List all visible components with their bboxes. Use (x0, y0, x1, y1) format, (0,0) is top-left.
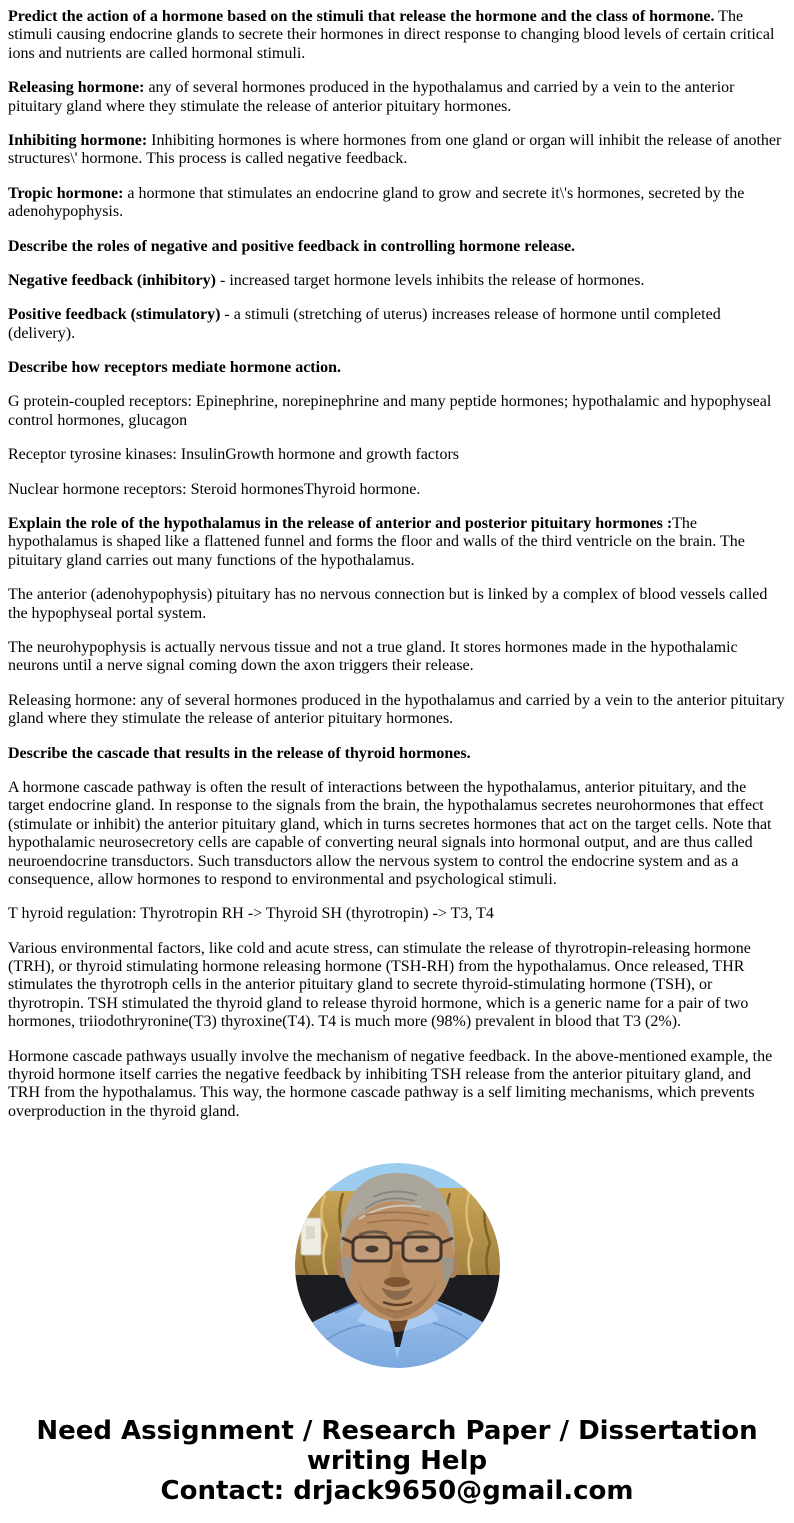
paragraph-text: Receptor tyrosine kinases: InsulinGrowth hormone and growth factors (8, 446, 460, 464)
paragraph-text: any of several hormones produced in the hypothalamus and carried by a vein to the anterior pituitary gland where they stimulate the release of anterior pituitary hormones. (8, 79, 735, 115)
paragraph-text: - a stimuli (stretching of uterus) increases release of hormone until completed (delivery). (8, 306, 721, 342)
paragraph (8, 393, 786, 430)
paragraph-lead: Releasing hormone: (8, 79, 145, 97)
paragraph (8, 306, 786, 343)
paragraph (8, 940, 786, 1032)
paragraph-text: a hormone that stimulates an endocrine gland to grow and secrete it\'s hormones, secreted by the adenohypophysis. (8, 184, 745, 221)
paragraph-text: Inhibiting hormones is where hormones from one gland or organ will inhibit the release of another structures\' hormone. This process is called negative feedback. (8, 131, 782, 168)
footer-contact-email: Contact: drjack9650@gmail.com (160, 1476, 634, 1507)
paragraph-text: T hyroid regulation: Thyrotropin RH -> Thyroid SH (thyrotropin) -> T3, T4 (8, 905, 494, 923)
paragraph-text: The stimuli causing endocrine glands to secrete their hormones in direct response to changing blood levels of certain critical ions and nutrients are called hormonal stimuli. (8, 8, 775, 62)
paragraph-lead: Describe how receptors mediate hormone action. (8, 359, 341, 377)
paragraph (8, 779, 786, 889)
paragraph-text: Various environmental factors, like cold and acute stress, can stimulate the release of thyrotropin-releasing hormone (TRH), or thyroid stimulating hormone releasing hormone (TSH-RH) from the hypothalamus. Once released, THR stimulates the thyrotroph cells in the anterior pituitary gland to secrete thyroid-stimulating hormone (TSH), or thyrotropin. TSH stimulated the thyroid gland to release thyroid hormone, which is a generic name for a pair of two hormones, triiodothryronine(T3) thyroxine(T4). T4 is much more (98%) prevalent in blood that T3 (2%). (8, 939, 751, 1031)
paragraph (8, 8, 786, 63)
paragraph (8, 1048, 786, 1122)
paragraph-lead: Describe the roles of negative and positive feedback in controlling hormone release. (8, 237, 576, 255)
paragraph-text: G protein-coupled receptors: Epinephrine, norepinephrine and many peptide hormones; hypothalamic and hypophyseal control hormones, glucagon (8, 393, 772, 429)
paragraph (8, 586, 786, 623)
paragraph-text: The anterior (adenohypophysis) pituitary has no nervous connection but is linked by a complex of blood vessels called the hypophyseal portal system. (8, 586, 768, 622)
paragraph (8, 359, 786, 377)
paragraph (8, 481, 786, 499)
paragraph (8, 446, 786, 464)
paragraph (8, 639, 786, 676)
paragraph-text: Releasing hormone: any of several hormones produced in the hypothalamus and carried by a vein to the anterior pituitary gland where they stimulate the release of anterior pituitary hormones. (8, 691, 785, 728)
paragraph-lead: Predict the action of a hormone based on the stimuli that release the hormone and the class of hormone. (8, 8, 715, 25)
paragraph-lead: Inhibiting hormone: (8, 131, 148, 149)
paragraph (8, 692, 786, 729)
paragraph-lead: Explain the role of the hypothalamus in the release of anterior and posterior pituitary hormones : (8, 515, 673, 533)
paragraph-lead: Describe the cascade that results in the release of thyroid hormones. (8, 744, 471, 762)
profile-photo (295, 1163, 500, 1368)
paragraph (8, 272, 786, 290)
paragraph-text: - increased target hormone levels inhibits the release of hormones. (215, 271, 645, 289)
paragraph-lead: Tropic hormone: (8, 184, 124, 202)
paragraph-text: Nuclear hormone receptors: Steroid hormonesThyroid hormone. (8, 480, 421, 498)
footer-banner (8, 1416, 786, 1506)
paragraph (8, 905, 786, 923)
paragraph (8, 238, 786, 256)
paragraph-text: The hypothalamus is shaped like a flattened funnel and forms the floor and walls of the third ventricle on the brain. The pituitary gland carries out many functions of the hypothalamus. (8, 515, 745, 569)
footer-line: writing Help (306, 1446, 488, 1477)
paragraph (8, 132, 786, 169)
paragraph (8, 745, 786, 763)
footer-line: Need Assignment / Research Paper / Dissertation (36, 1416, 758, 1447)
paragraph-lead: Negative feedback (inhibitory) (8, 271, 216, 289)
paragraph-text: Hormone cascade pathways usually involve the mechanism of negative feedback. In the above-mentioned example, the thyroid hormone itself carries the negative feedback by inhibiting TSH release from the anterior pituitary gland, and TRH from the hypothalamus. This way, the hormone cascade pathway is a self limiting mechanisms, which prevents overproduction in the thyroid gland. (8, 1047, 773, 1120)
paragraph-text: A hormone cascade pathway is often the result of interactions between the hypothalamus, anterior pituitary, and the target endocrine gland. In response to the signals from the brain, the hypothalamus secretes neurohormones that effect (stimulate or inhibit) the anterior pituitary gland, which in turns secretes hormones that act on the target cells. Note that hypothalamic neurosecretory cells are capable of converting neural signals into hormonal output, and are thus called neuroendocrine transductors. Such transductors allow the nervous system to control the endocrine system and as a consequence, allow hormones to respond to environmental and psychological stimuli. (8, 778, 772, 888)
paragraph-text: The neurohypophysis is actually nervous tissue and not a true gland. It stores hormones made in the hypothalamic neurons until a nerve signal coming down the axon triggers their release. (8, 638, 738, 675)
profile-photo-illustration (295, 1163, 500, 1368)
paragraph (8, 515, 786, 570)
paragraph (8, 79, 786, 116)
paragraph (8, 185, 786, 222)
paragraph-lead: Positive feedback (stimulatory) (8, 306, 221, 324)
